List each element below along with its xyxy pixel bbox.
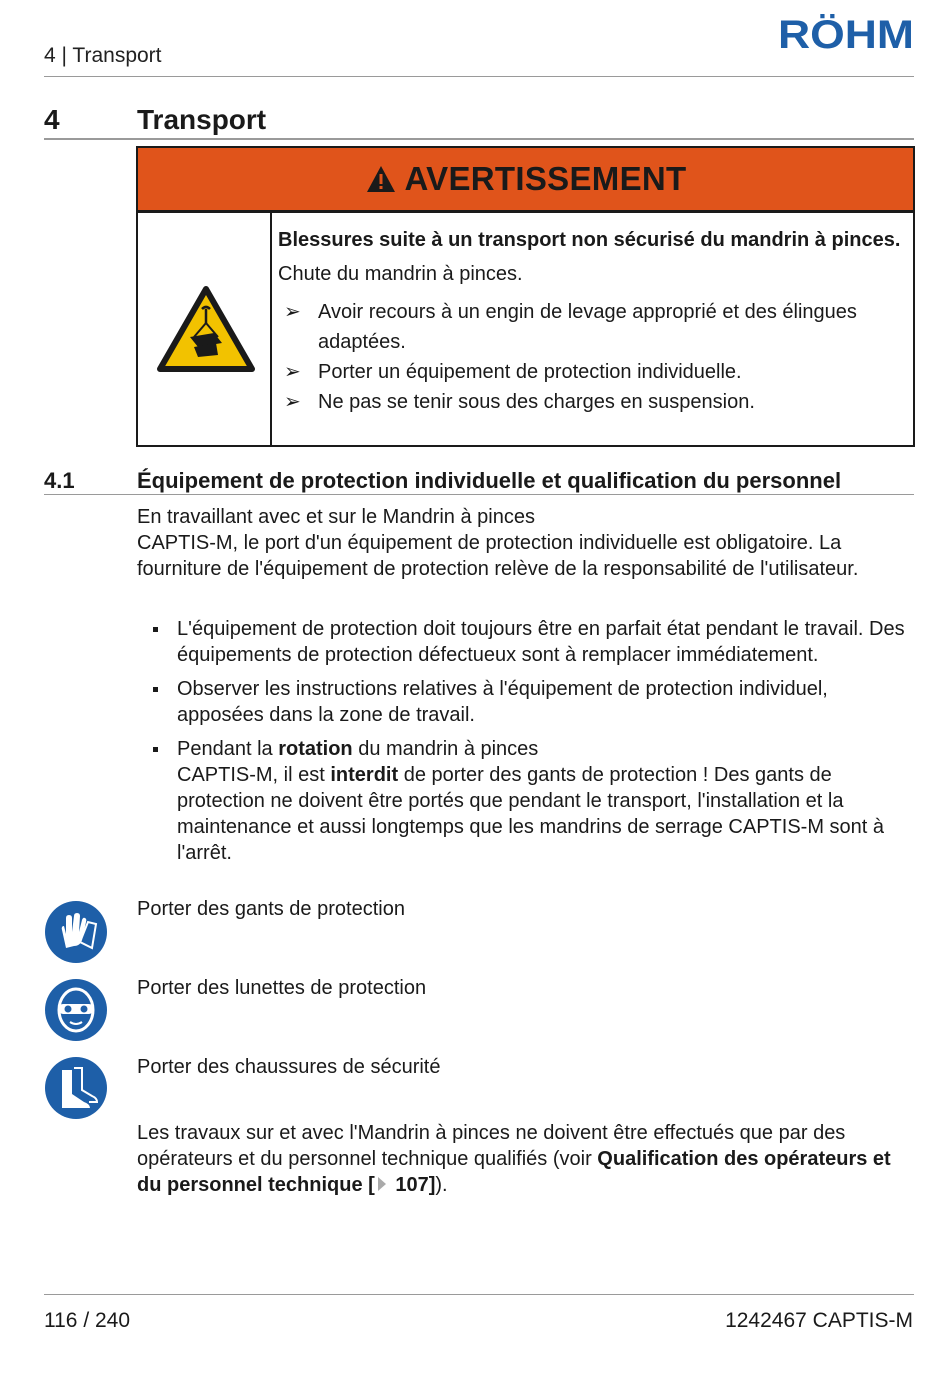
document-id: 1242467 CAPTIS-M xyxy=(725,1309,913,1332)
warning-cause: Chute du mandrin à pinces. xyxy=(278,263,523,285)
arrow-marker-icon: ➢ xyxy=(284,391,301,413)
warning-body xyxy=(278,228,908,417)
section-number: 4.1 xyxy=(44,468,75,493)
list-item: Pendant la rotation du mandrin à pinces CAPTIS-M, il est interdit de porter des gants de protection ! Des gants de protection ne doivent être portés que pendant le transport, l'installation et la maintenance et aussi longtemps que les mandrins de serrage CAPTIS-M sont à l'arrêt. xyxy=(137,736,917,866)
goggles-icon xyxy=(44,978,108,1042)
bullet-square-icon xyxy=(153,687,158,692)
list-item: Observer les instructions relatives à l'équipement de protection individuel, apposées dans la zone de travail. xyxy=(137,676,917,728)
warning-triangle-icon xyxy=(365,164,397,194)
ppe-label-goggles: Porter des lunettes de protection xyxy=(137,977,427,999)
ppe-label-boots: Porter des chaussures de sécurité xyxy=(137,1056,441,1078)
ppe-label-gloves: Porter des gants de protection xyxy=(137,898,405,920)
warning-title: Blessures suite à un transport non sécurisé du mandrin à pinces. xyxy=(278,229,901,251)
requirements-list xyxy=(137,616,917,874)
bullet-square-icon xyxy=(153,627,158,632)
section-divider xyxy=(44,494,914,495)
gloves-icon xyxy=(44,900,108,964)
hazard-suspended-load-icon xyxy=(156,285,256,373)
bullet-square-icon xyxy=(153,747,158,752)
page-number: 116 / 240 xyxy=(44,1309,131,1332)
logo-text: RÖHM xyxy=(778,13,901,56)
warning-box xyxy=(136,146,915,447)
warning-icon-cell xyxy=(138,213,272,445)
chapter-number: 4 xyxy=(44,104,60,135)
warning-measures xyxy=(278,297,908,417)
safety-boots-icon xyxy=(44,1056,108,1120)
chapter-title: Transport xyxy=(137,104,267,135)
arrow-marker-icon: ➢ xyxy=(284,361,301,383)
chapter-divider xyxy=(44,138,914,140)
intro-paragraph: En travaillant avec et sur le Mandrin à pinces CAPTIS-M, le port d'un équipement de protection individuelle est obligatoire. La fourniture de l'équipement de protection relève de la responsabilité de l'utilisateur. xyxy=(137,506,859,580)
header-divider xyxy=(44,76,914,77)
warning-signal-word: AVERTISSEMENT xyxy=(404,160,687,197)
running-header: 4 | Transport xyxy=(44,44,162,67)
rohm-logo xyxy=(778,2,916,56)
list-item: ➢ Ne pas se tenir sous des charges en suspension. xyxy=(278,387,908,417)
footer-divider xyxy=(44,1294,914,1295)
list-item: ➢ Avoir recours à un engin de levage approprié et des élingues adaptées. xyxy=(278,297,908,357)
list-item: L'équipement de protection doit toujours être en parfait état pendant le travail. Des équipements de protection défectueux sont à remplacer immédiatement. xyxy=(137,616,917,668)
warning-header xyxy=(138,148,913,213)
list-item: ➢ Porter un équipement de protection individuelle. xyxy=(278,357,908,387)
reference-arrow-icon xyxy=(378,1177,386,1191)
section-title: Équipement de protection individuelle et qualification du personnel xyxy=(137,468,842,493)
qualification-paragraph: Les travaux sur et avec l'Mandrin à pinces ne doivent être effectués que par des opérateurs et du personnel technique qualifiés (voir Qualification des opérateurs et du personnel technique [ 107]). xyxy=(137,1122,891,1196)
cross-reference-link[interactable]: Qualification des opérateurs et du personnel technique [ 107] xyxy=(137,1148,891,1196)
arrow-marker-icon: ➢ xyxy=(284,301,301,323)
